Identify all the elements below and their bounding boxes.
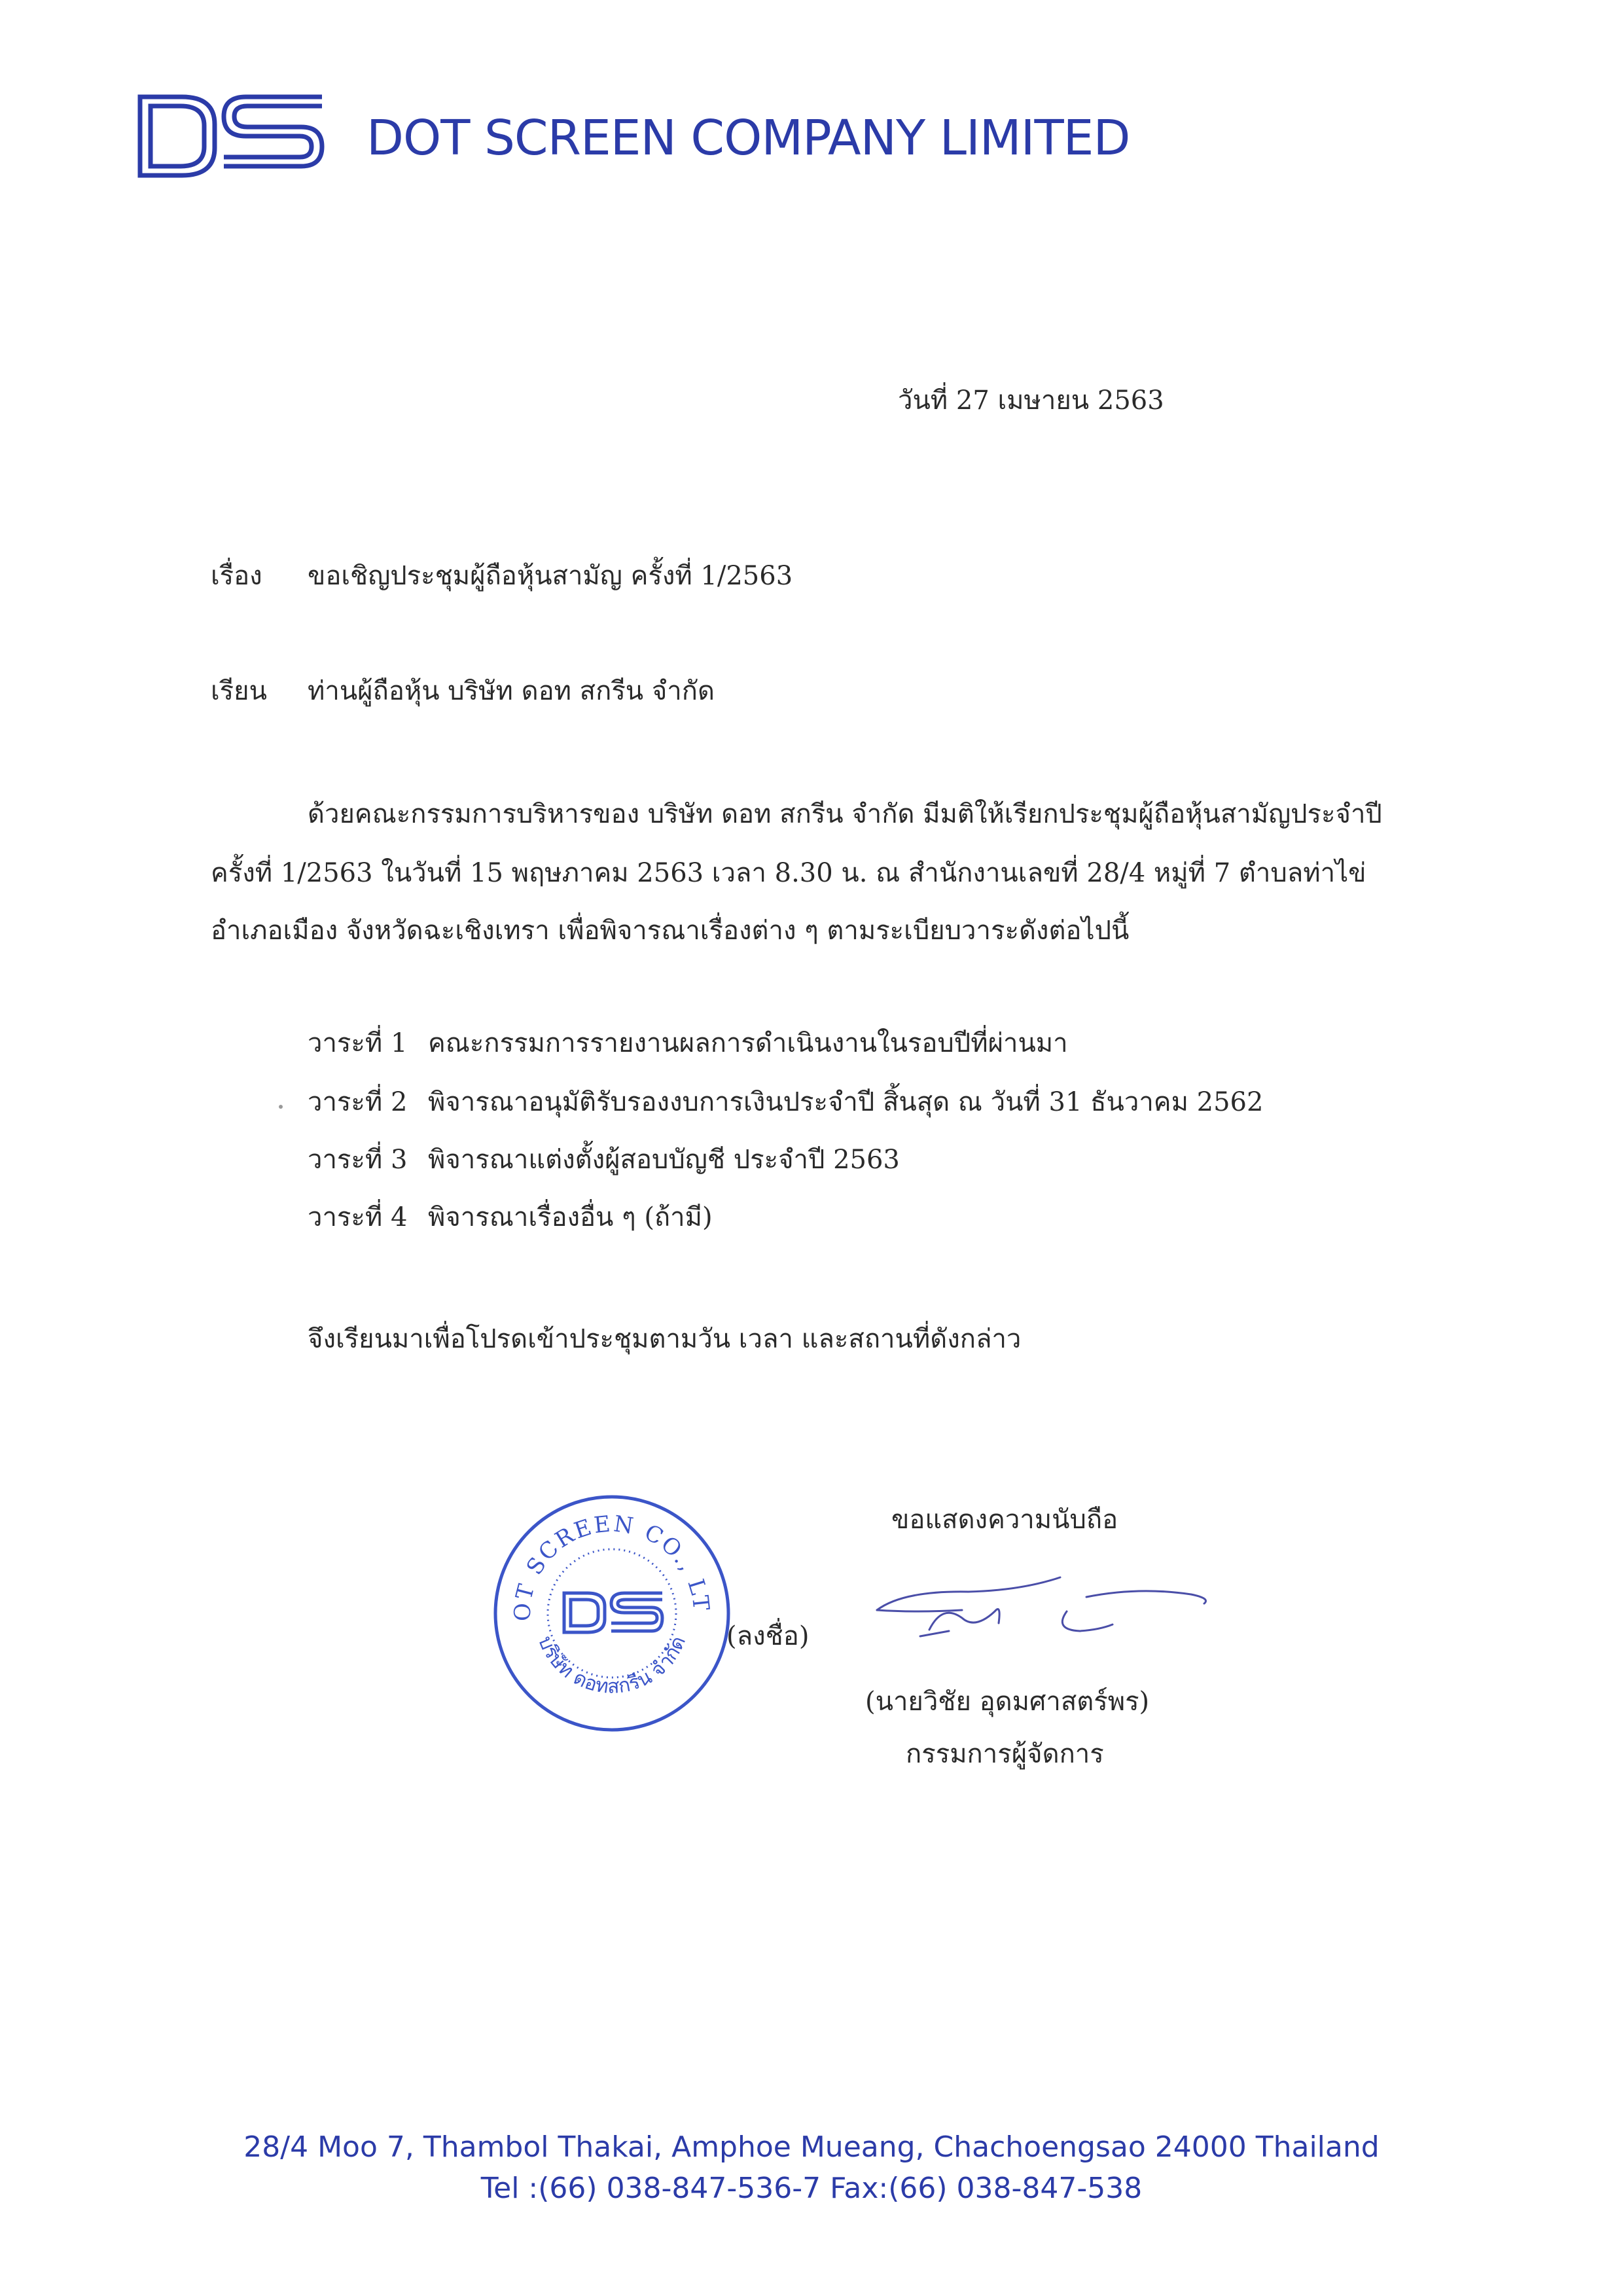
subject-text: ขอเชิญประชุมผู้ถือหุ้นสามัญ ครั้งที่ 1/2563 xyxy=(308,561,793,591)
agenda-text-2: พิจารณาอนุมัติรับรองงบการเงินประจำปี สิ้นสุด ณ วันที่ 31 ธันวาคม 2562 xyxy=(428,1087,1264,1117)
letter-date: วันที่ 27 เมษายน 2563 xyxy=(898,386,1164,416)
handwritten-signature xyxy=(864,1558,1217,1649)
agenda-text-1: คณะกรรมการรายงานผลการดำเนินงานในรอบปีที่ผ่านมา xyxy=(428,1028,1068,1058)
company-seal xyxy=(484,1486,740,1741)
agenda-label-4: วาระที่ 4 xyxy=(308,1202,408,1232)
addressee-text: ท่านผู้ถือหุ้น บริษัท ดอท สกรีน จำกัด xyxy=(308,676,715,706)
seal-bottom-text: บริษัท ดอทสกรีน จำกัด xyxy=(533,1632,691,1698)
body-line-1: ด้วยคณะกรรมการบริหารของ บริษัท ดอท สกรีน จำกัด มีมติให้เรียกประชุมผู้ถือหุ้นสามัญประจำปี xyxy=(308,799,1382,829)
addressee-label: เรียน xyxy=(211,676,267,706)
agenda-label-1: วาระที่ 1 xyxy=(308,1028,408,1058)
signer-name: (นายวิชัย อุดมศาสตร์พร) xyxy=(865,1687,1150,1717)
company-logo xyxy=(136,92,326,180)
company-name: DOT SCREEN COMPANY LIMITED xyxy=(366,110,1130,166)
sign-label: (ลงชื่อ) xyxy=(726,1621,810,1651)
body-line-3: อำเภอเมือง จังหวัดฉะเชิงเทรา เพื่อพิจารณาเรื่องต่าง ๆ ตามระเบียบวาระดังต่อไปนี้ xyxy=(211,916,1130,946)
agenda-label-2: วาระที่ 2 xyxy=(308,1087,408,1117)
agenda-text-3: พิจารณาแต่งตั้งผู้สอบบัญชี ประจำปี 2563 xyxy=(428,1145,900,1175)
body-line-2: ครั้งที่ 1/2563 ในวันที่ 15 พฤษภาคม 2563 เวลา 8.30 น. ณ สำนักงานเลขที่ 28/4 หมู่ที่ 7 ตำบลท่าไข่ xyxy=(211,858,1366,888)
scan-mark xyxy=(279,1105,283,1109)
closing-text: จึงเรียนมาเพื่อโปรดเข้าประชุมตามวัน เวลา และสถานที่ดังกล่าว xyxy=(308,1324,1022,1354)
signer-title: กรรมการผู้จัดการ xyxy=(906,1739,1104,1769)
subject-label: เรื่อง xyxy=(211,561,262,591)
seal-top-text: OT SCREEN CO., LT xyxy=(509,1511,715,1622)
agenda-label-3: วาระที่ 3 xyxy=(308,1145,408,1175)
footer-address: 28/4 Moo 7, Thambol Thakai, Amphoe Mueang, Chachoengsao 24000 Thailand xyxy=(243,2130,1380,2164)
regards-text: ขอแสดงความนับถือ xyxy=(891,1505,1118,1535)
agenda-text-4: พิจารณาเรื่องอื่น ๆ (ถ้ามี) xyxy=(428,1202,713,1232)
footer-contact: Tel :(66) 038-847-536-7 Fax:(66) 038-847-538 xyxy=(480,2172,1143,2205)
